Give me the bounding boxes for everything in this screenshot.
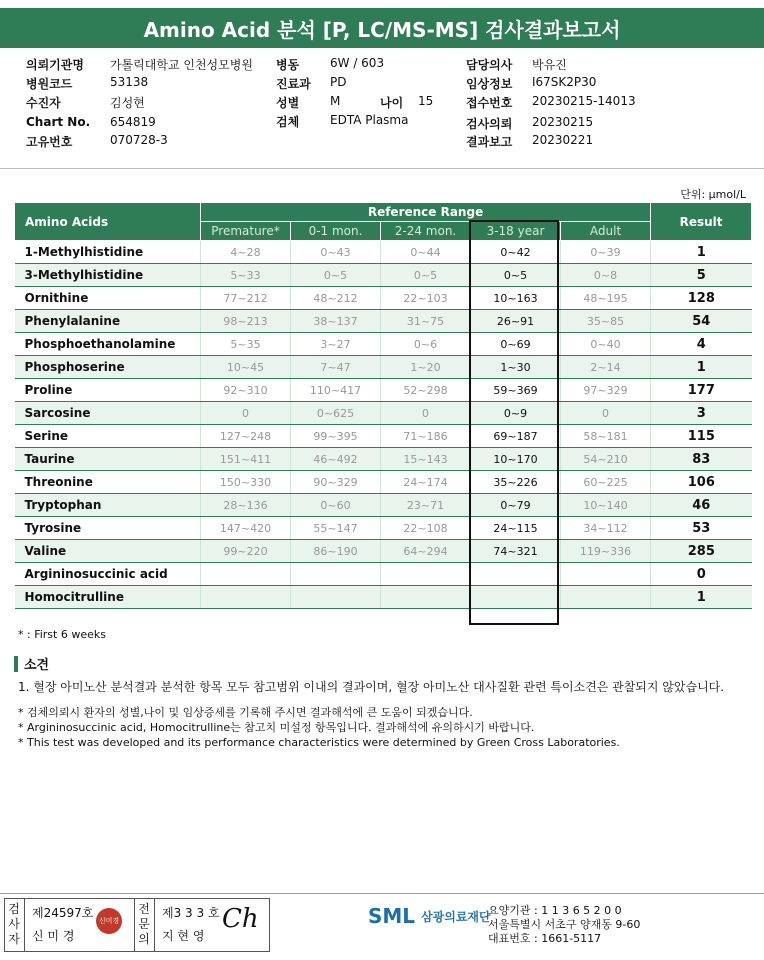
table-row (15, 402, 752, 425)
table-row (15, 287, 752, 310)
reference-range-cell: 0~42 (471, 241, 561, 264)
result-value: 53 (651, 517, 752, 540)
amino-acid-name: Serine (15, 425, 201, 448)
amino-acid-name: Phosphoserine (15, 356, 201, 379)
table-row (15, 586, 752, 609)
uid-value: 070728-3 (110, 133, 168, 147)
result-value: 128 (651, 287, 752, 310)
patient-value: 김성현 (110, 96, 145, 110)
col-result: Result (651, 203, 752, 241)
col-adult: Adult (561, 222, 651, 241)
table-row (15, 425, 752, 448)
reference-range-cell: 7~47 (291, 356, 381, 379)
table-row (15, 356, 752, 379)
hospital-value: 가톨릭대학교 인천성모병원 (110, 58, 253, 72)
reference-range-cell: 5~35 (201, 333, 291, 356)
result-value: 46 (651, 494, 752, 517)
reference-range-cell: 150~330 (201, 471, 291, 494)
table-row (15, 310, 752, 333)
reference-range-cell: 0~6 (381, 333, 471, 356)
reference-range-cell: 54~210 (561, 448, 651, 471)
reference-range-cell: 59~369 (471, 379, 561, 402)
ward-label: 병동 (276, 58, 300, 72)
reference-range-cell: 46~492 (291, 448, 381, 471)
result-value: 1 (651, 586, 752, 609)
result-value: 1 (651, 241, 752, 264)
signature-divider (134, 898, 135, 952)
reference-range-cell: 0 (561, 402, 651, 425)
ward-value: 6W / 603 (330, 56, 385, 70)
lab-info (488, 904, 640, 946)
request-label: 검사의뢰 (466, 117, 513, 131)
age-label: 나이 (380, 96, 404, 110)
reference-range-cell (201, 563, 291, 586)
uid-label: 고유번호 (26, 135, 73, 149)
result-value: 0 (651, 563, 752, 586)
findings-heading: 소견 (14, 654, 49, 673)
col-2-24-mon: 2-24 mon. (381, 222, 471, 241)
reference-range-cell (561, 563, 651, 586)
reference-range-cell: 58~181 (561, 425, 651, 448)
reference-range-cell: 0~625 (291, 402, 381, 425)
amino-acid-name: Sarcosine (15, 402, 201, 425)
dept-value: PD (330, 75, 347, 89)
doctor-value: 박유진 (532, 58, 567, 72)
reference-range-cell: 35~226 (471, 471, 561, 494)
inspector-no: 제24597호 (32, 906, 94, 920)
chart-label: Chart No. (26, 115, 91, 129)
sex-value: M (330, 94, 341, 108)
reference-range-cell: 10~163 (471, 287, 561, 310)
result-value: 54 (651, 310, 752, 333)
reference-range-cell: 0~9 (471, 402, 561, 425)
result-value: 5 (651, 264, 752, 287)
reference-range-cell: 97~329 (561, 379, 651, 402)
reference-range-cell: 0~5 (381, 264, 471, 287)
patient-info (26, 56, 746, 151)
reference-range-cell: 0~5 (291, 264, 381, 287)
reference-range-cell: 24~174 (381, 471, 471, 494)
reference-range-cell: 64~294 (381, 540, 471, 563)
reference-range-cell: 26~91 (471, 310, 561, 333)
lab-logo: SML 삼광의료재단 (368, 904, 491, 928)
reference-range-cell: 5~33 (201, 264, 291, 287)
reference-range-cell: 28~136 (201, 494, 291, 517)
result-value: 83 (651, 448, 752, 471)
amino-acid-name: Phosphoethanolamine (15, 333, 201, 356)
signature-divider (154, 898, 155, 952)
signature-footer (0, 893, 764, 954)
amino-acid-name: Tryptophan (15, 494, 201, 517)
reference-range-cell (291, 563, 381, 586)
reference-range-cell: 24~115 (471, 517, 561, 540)
reference-range-cell: 0 (381, 402, 471, 425)
reference-range-cell: 22~108 (381, 517, 471, 540)
section-bar (14, 656, 18, 672)
hospital-label: 의뢰기관명 (26, 58, 84, 72)
reference-range-cell: 31~75 (381, 310, 471, 333)
reference-range-cell (291, 586, 381, 609)
reference-range-cell: 119~336 (561, 540, 651, 563)
reference-range-cell: 98~213 (201, 310, 291, 333)
reference-range-cell: 147~420 (201, 517, 291, 540)
reviewer-no: 제3 3 3 호 (162, 906, 220, 920)
reference-range-cell: 35~85 (561, 310, 651, 333)
results-table (14, 202, 752, 609)
note-2: * Argininosuccinic acid, Homocitrulline는 참고치 미설정 항목입니다. 결과해석에 유의하시기 바랍니다. (18, 721, 535, 734)
reference-range-cell: 74~321 (471, 540, 561, 563)
clinical-label: 임상정보 (466, 77, 513, 91)
reference-range-cell: 1~30 (471, 356, 561, 379)
lab-address: 서울특별시 서초구 양재동 9-60 (488, 918, 641, 931)
reference-range-cell: 0~69 (471, 333, 561, 356)
reference-range-cell: 0~43 (291, 241, 381, 264)
dept-label: 진료과 (276, 77, 311, 91)
reference-range-cell: 90~329 (291, 471, 381, 494)
reference-range-cell: 38~137 (291, 310, 381, 333)
lab-phone: 대표번호 : 1661-5117 (488, 932, 602, 945)
reference-range-cell: 2~14 (561, 356, 651, 379)
reference-range-cell: 0~5 (471, 264, 561, 287)
report-label: 결과보고 (466, 135, 513, 149)
reference-range-cell: 0~60 (291, 494, 381, 517)
footnote: * : First 6 weeks (18, 628, 106, 641)
specimen-value: EDTA Plasma (330, 113, 409, 127)
handwritten-signature: Ch (222, 904, 259, 934)
reference-range-cell (561, 586, 651, 609)
seal-stamp: 신미경 (96, 908, 122, 934)
reference-range-cell: 99~220 (201, 540, 291, 563)
table-row (15, 563, 752, 586)
reference-range-cell: 55~147 (291, 517, 381, 540)
signature-divider (24, 898, 25, 952)
unit-label: 단위: μmol/L (680, 188, 746, 201)
reference-range-cell: 0 (201, 402, 291, 425)
lab-institution-code: 요양기관 : 1 1 3 6 5 2 0 0 (488, 904, 622, 917)
reference-range-cell: 151~411 (201, 448, 291, 471)
amino-acid-name: Argininosuccinic acid (15, 563, 201, 586)
clinical-value: I67SK2P30 (532, 75, 597, 89)
col-amino-acids: Amino Acids (15, 203, 201, 241)
table-row (15, 379, 752, 402)
patient-label: 수진자 (26, 96, 61, 110)
reference-range-cell: 4~28 (201, 241, 291, 264)
result-value: 3 (651, 402, 752, 425)
finding-text: 1. 혈장 아미노산 분석결과 분석한 항목 모두 참고범위 이내의 결과이며, 혈장 아미노산 대사질환 관련 특이소견은 관찰되지 않았습니다. (18, 680, 725, 694)
inspector-label: 검사자 (8, 902, 20, 946)
age-value: 15 (418, 94, 434, 108)
accession-label: 접수번호 (466, 96, 513, 110)
table-row (15, 448, 752, 471)
reference-range-cell: 0~39 (561, 241, 651, 264)
reference-range-cell: 48~212 (291, 287, 381, 310)
col-reference-range: Reference Range (201, 203, 651, 222)
reference-range-cell: 0~44 (381, 241, 471, 264)
table-row (15, 333, 752, 356)
sex-label: 성별 (276, 96, 300, 110)
code-value: 53138 (110, 75, 149, 89)
amino-acid-name: Phenylalanine (15, 310, 201, 333)
reference-range-cell: 34~112 (561, 517, 651, 540)
reference-range-cell: 22~103 (381, 287, 471, 310)
reference-range-cell (381, 586, 471, 609)
col-0-1-mon: 0-1 mon. (291, 222, 381, 241)
reference-range-cell (471, 563, 561, 586)
table-row (15, 540, 752, 563)
accession-value: 20230215-14013 (532, 94, 636, 108)
result-value: 285 (651, 540, 752, 563)
report-value: 20230221 (532, 133, 594, 147)
reference-range-cell: 71~186 (381, 425, 471, 448)
result-value: 1 (651, 356, 752, 379)
amino-acid-name: Taurine (15, 448, 201, 471)
table-row (15, 517, 752, 540)
reference-range-cell: 1~20 (381, 356, 471, 379)
reference-range-cell: 52~298 (381, 379, 471, 402)
note-3: * This test was developed and its performance characteristics were determined by Green Cross Laboratories. (18, 736, 620, 749)
result-value: 115 (651, 425, 752, 448)
chart-value: 654819 (110, 115, 156, 129)
reference-range-cell: 10~45 (201, 356, 291, 379)
amino-acid-name: Valine (15, 540, 201, 563)
amino-acid-name: 1-Methylhistidine (15, 241, 201, 264)
reference-range-cell: 86~190 (291, 540, 381, 563)
amino-acid-name: Ornithine (15, 287, 201, 310)
divider (0, 168, 764, 169)
reference-range-cell: 0~8 (561, 264, 651, 287)
notes (18, 705, 620, 750)
amino-acid-name: Threonine (15, 471, 201, 494)
amino-acid-name: Proline (15, 379, 201, 402)
reference-range-cell (381, 563, 471, 586)
note-1: * 검체의뢰시 환자의 성별,나이 및 임상증세를 기록해 주시면 결과해석에 큰 도움이 되겠습니다. (18, 706, 473, 719)
reference-range-cell: 127~248 (201, 425, 291, 448)
reference-range-cell: 10~170 (471, 448, 561, 471)
amino-acid-name: Homocitrulline (15, 586, 201, 609)
amino-acid-name: 3-Methylhistidine (15, 264, 201, 287)
reference-range-cell: 23~71 (381, 494, 471, 517)
reference-range-cell: 77~212 (201, 287, 291, 310)
col-3-18-year: 3-18 year (471, 222, 561, 241)
reference-range-cell: 3~27 (291, 333, 381, 356)
result-value: 177 (651, 379, 752, 402)
result-value: 4 (651, 333, 752, 356)
reference-range-cell: 99~395 (291, 425, 381, 448)
reviewer-name: 지 현 영 (162, 929, 205, 943)
reference-range-cell: 15~143 (381, 448, 471, 471)
reference-range-cell: 48~195 (561, 287, 651, 310)
doctor-label: 담당의사 (466, 58, 513, 72)
table-row (15, 264, 752, 287)
inspector-name: 신 미 경 (32, 929, 75, 943)
reviewer-label: 전문의 (138, 902, 150, 946)
amino-acid-name: Tyrosine (15, 517, 201, 540)
col-premature: Premature* (201, 222, 291, 241)
reference-range-cell: 69~187 (471, 425, 561, 448)
reference-range-cell (201, 586, 291, 609)
table-row (15, 241, 752, 264)
reference-range-cell: 92~310 (201, 379, 291, 402)
reference-range-cell: 0~40 (561, 333, 651, 356)
reference-range-cell: 60~225 (561, 471, 651, 494)
report-title: Amino Acid 분석 [P, LC/MS-MS] 검사결과보고서 (0, 8, 764, 48)
result-value: 106 (651, 471, 752, 494)
reference-range-cell: 110~417 (291, 379, 381, 402)
reference-range-cell: 0~79 (471, 494, 561, 517)
reference-range-cell (471, 586, 561, 609)
table-row (15, 471, 752, 494)
reference-range-cell: 10~140 (561, 494, 651, 517)
table-row (15, 494, 752, 517)
request-value: 20230215 (532, 115, 594, 129)
code-label: 병원코드 (26, 77, 73, 91)
specimen-label: 검체 (276, 115, 300, 129)
